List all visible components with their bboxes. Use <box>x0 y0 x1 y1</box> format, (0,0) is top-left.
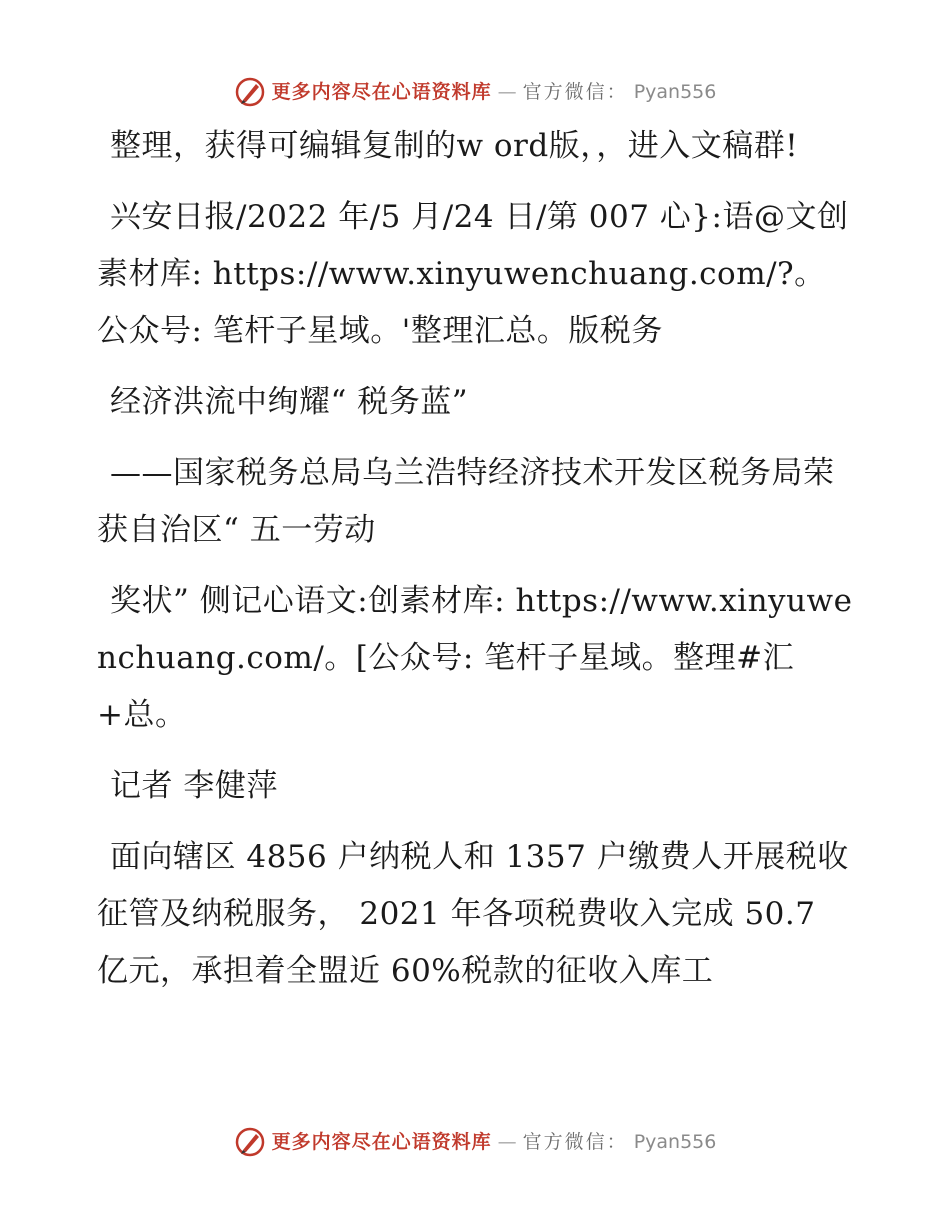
banner-dash: — <box>497 1131 517 1153</box>
banner-dash: — <box>497 81 517 103</box>
wechat-id: Pyan556 <box>633 81 717 103</box>
header-banner <box>0 76 950 108</box>
article-subtitle: ——国家税务总局乌兰浩特经济技术开发区税务局荣获自治区“ 五一劳动 <box>97 455 835 548</box>
paragraph-body: 面向辖区 4856 户纳税人和 1357 户缴费人开展税收征管及纳税服务， 2021 年各项税费收入完成 50.7 亿元，承担着全盟近 60%税款的征收入库工 <box>97 839 849 989</box>
article-title: 经济洪流中绚耀“ 税务蓝” <box>110 384 469 420</box>
quill-pen-logo-icon <box>234 1126 266 1158</box>
wechat-label: 官方微信： <box>522 81 628 103</box>
brand-text: 更多内容尽在心语资料库 <box>271 81 492 103</box>
reporter-byline: 记者 李健萍 <box>110 768 278 804</box>
quill-pen-logo-icon <box>234 76 266 108</box>
footer-banner <box>0 1126 950 1158</box>
paragraph-source: 兴安日报/2022 年/5 月/24 日/第 007 心}:语@文创素材库: https://www.xinyuwenchuang.com/?。公众号: 笔杆子星域。'整理汇总。版税务 <box>97 199 849 349</box>
paragraph-intro: 整理，获得可编辑复制的w ord版，，进入文稿群! <box>110 128 799 164</box>
wechat-id: Pyan556 <box>633 1131 717 1153</box>
document-body <box>97 118 857 1014</box>
wechat-label: 官方微信： <box>522 1131 628 1153</box>
paragraph-subtitle-cont: 奖状” 侧记心语文:创素材库: https://www.xinyuwenchuang.com/。[公众号: 笔杆子星域。整理#汇+总。 <box>97 583 853 733</box>
brand-text: 更多内容尽在心语资料库 <box>271 1131 492 1153</box>
